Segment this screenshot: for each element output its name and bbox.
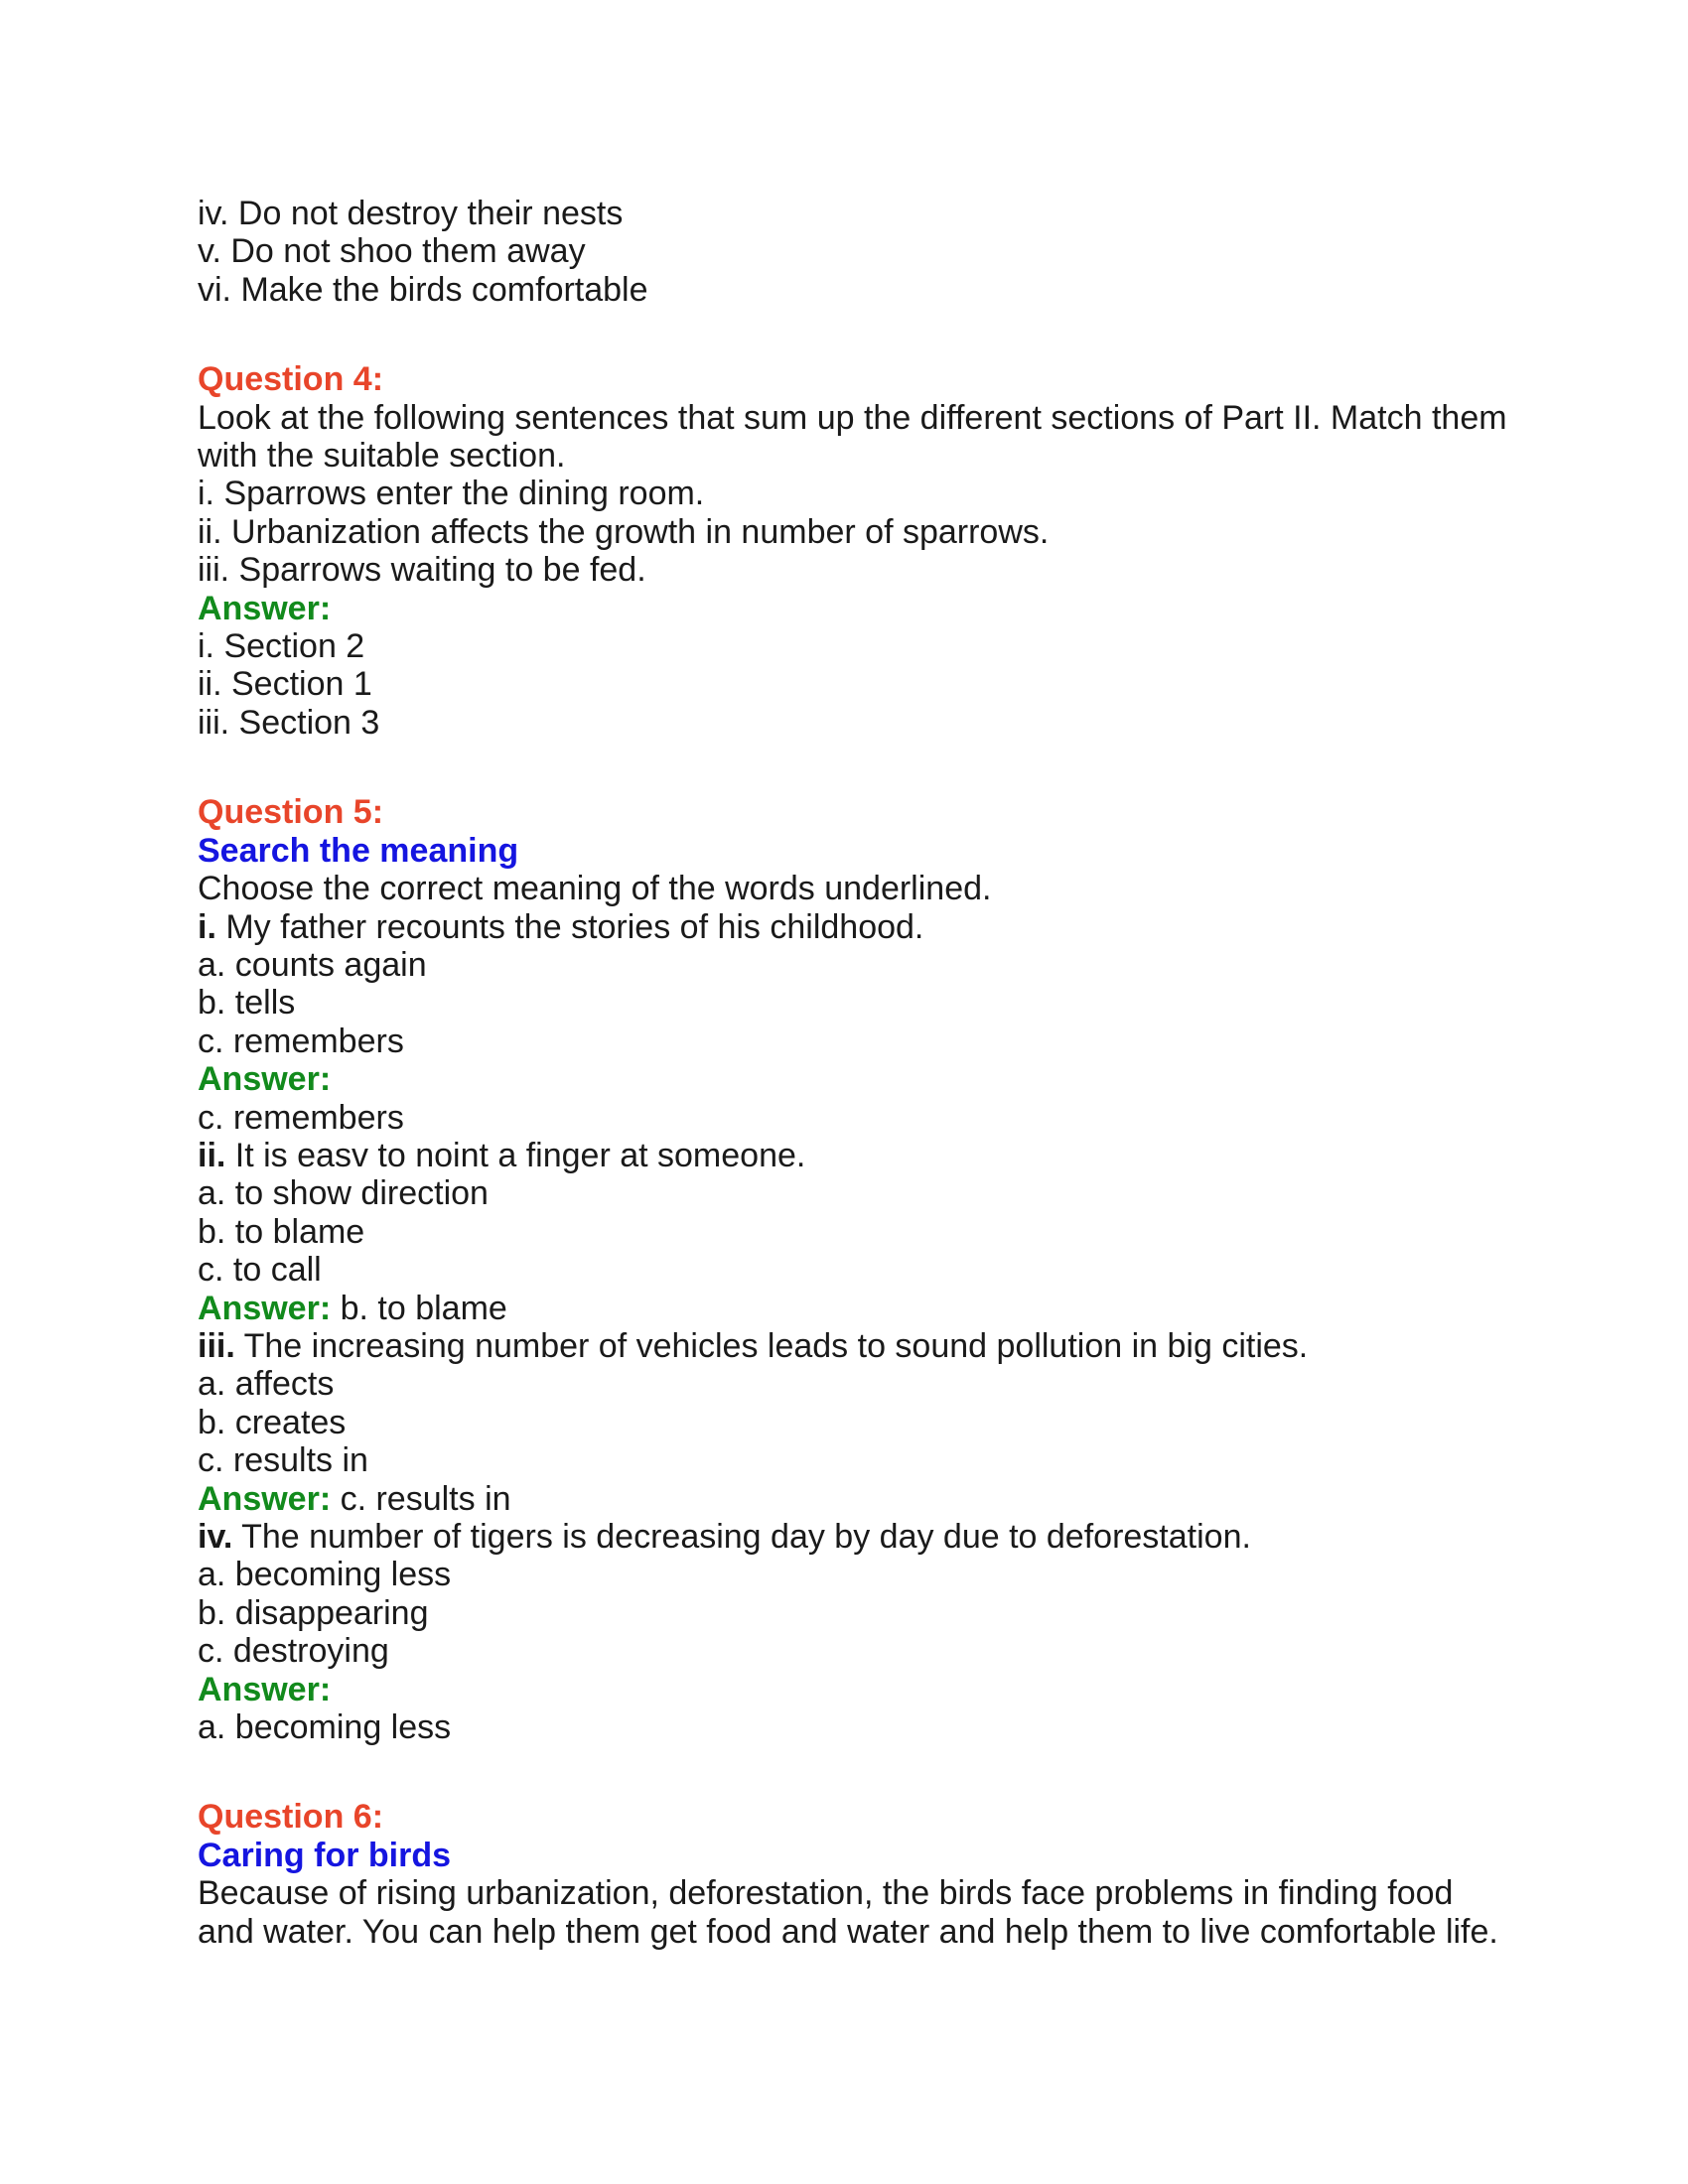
question-sentence <box>198 1137 1508 1174</box>
list-item: v. Do not shoo them away <box>198 232 586 271</box>
answer-item: c. results in <box>331 1479 511 1518</box>
option-item: a. counts again <box>198 945 427 984</box>
option-item: b. tells <box>198 984 296 1023</box>
answer-label: Answer: <box>198 1289 332 1327</box>
sentence-text: It is easv to noint a finger at someone. <box>225 1136 806 1174</box>
question-sentence <box>198 1327 1508 1365</box>
list-item: ii. Urbanization affects the growth in number of sparrows. <box>198 512 1050 551</box>
question-heading: Question 4: <box>198 360 384 399</box>
part-number: iii. <box>198 1326 235 1365</box>
paragraph-line: and water. You can help them get food and water and help them to live comfortable life. <box>198 1912 1498 1951</box>
answer-label: Answer: <box>198 1060 332 1099</box>
question-heading: Question 6: <box>198 1798 384 1837</box>
answer-label: Answer: <box>198 1479 332 1518</box>
list-item: iii. Sparrows waiting to be fed. <box>198 551 646 590</box>
part-number: ii. <box>198 1136 226 1174</box>
answer-line <box>198 1290 1508 1327</box>
sentence-text: My father recounts the stories of his childhood. <box>215 907 924 946</box>
answer-line <box>198 1480 1508 1518</box>
option-item: a. affects <box>198 1365 335 1404</box>
page-content <box>198 195 1508 1951</box>
option-item: c. destroying <box>198 1632 389 1671</box>
option-item: a. to show direction <box>198 1174 489 1213</box>
list-item: iv. Do not destroy their nests <box>198 195 624 232</box>
question-sentence <box>198 1518 1508 1556</box>
answer-item: ii. Section 1 <box>198 665 372 704</box>
sentence-text: The number of tigers is decreasing day by day due to deforestation. <box>232 1518 1251 1556</box>
sentence-text: The increasing number of vehicles leads to sound pollution in big cities. <box>234 1326 1309 1365</box>
option-item: c. to call <box>198 1251 322 1290</box>
part-number: iv. <box>198 1518 233 1556</box>
option-item: c. remembers <box>198 1022 404 1060</box>
option-item: b. disappearing <box>198 1593 429 1632</box>
answer-item: a. becoming less <box>198 1708 452 1747</box>
question-sentence <box>198 908 1508 946</box>
paragraph-line: Because of rising urbanization, deforestation, the birds face problems in finding food <box>198 1874 1454 1913</box>
option-item: c. results in <box>198 1441 368 1480</box>
question-prompt: Look at the following sentences that sum up the different sections of Part II. Match them with the suitable section. <box>198 398 1507 476</box>
option-item: b. creates <box>198 1403 347 1441</box>
list-item: i. Sparrows enter the dining room. <box>198 475 705 513</box>
answer-label: Answer: <box>198 589 332 627</box>
answer-item: c. remembers <box>198 1098 404 1137</box>
answer-item: iii. Section 3 <box>198 703 380 742</box>
question-instruction: Choose the correct meaning of the words underlined. <box>198 870 992 908</box>
answer-item: i. Section 2 <box>198 627 365 666</box>
option-item: a. becoming less <box>198 1556 452 1594</box>
part-number: i. <box>198 907 216 946</box>
section-subheading: Caring for birds <box>198 1836 452 1874</box>
section-subheading: Search the meaning <box>198 831 519 870</box>
option-item: b. to blame <box>198 1212 365 1251</box>
list-item: vi. Make the birds comfortable <box>198 270 648 309</box>
answer-item: b. to blame <box>331 1289 507 1327</box>
question-heading: Question 5: <box>198 793 384 832</box>
answer-label: Answer: <box>198 1670 332 1708</box>
